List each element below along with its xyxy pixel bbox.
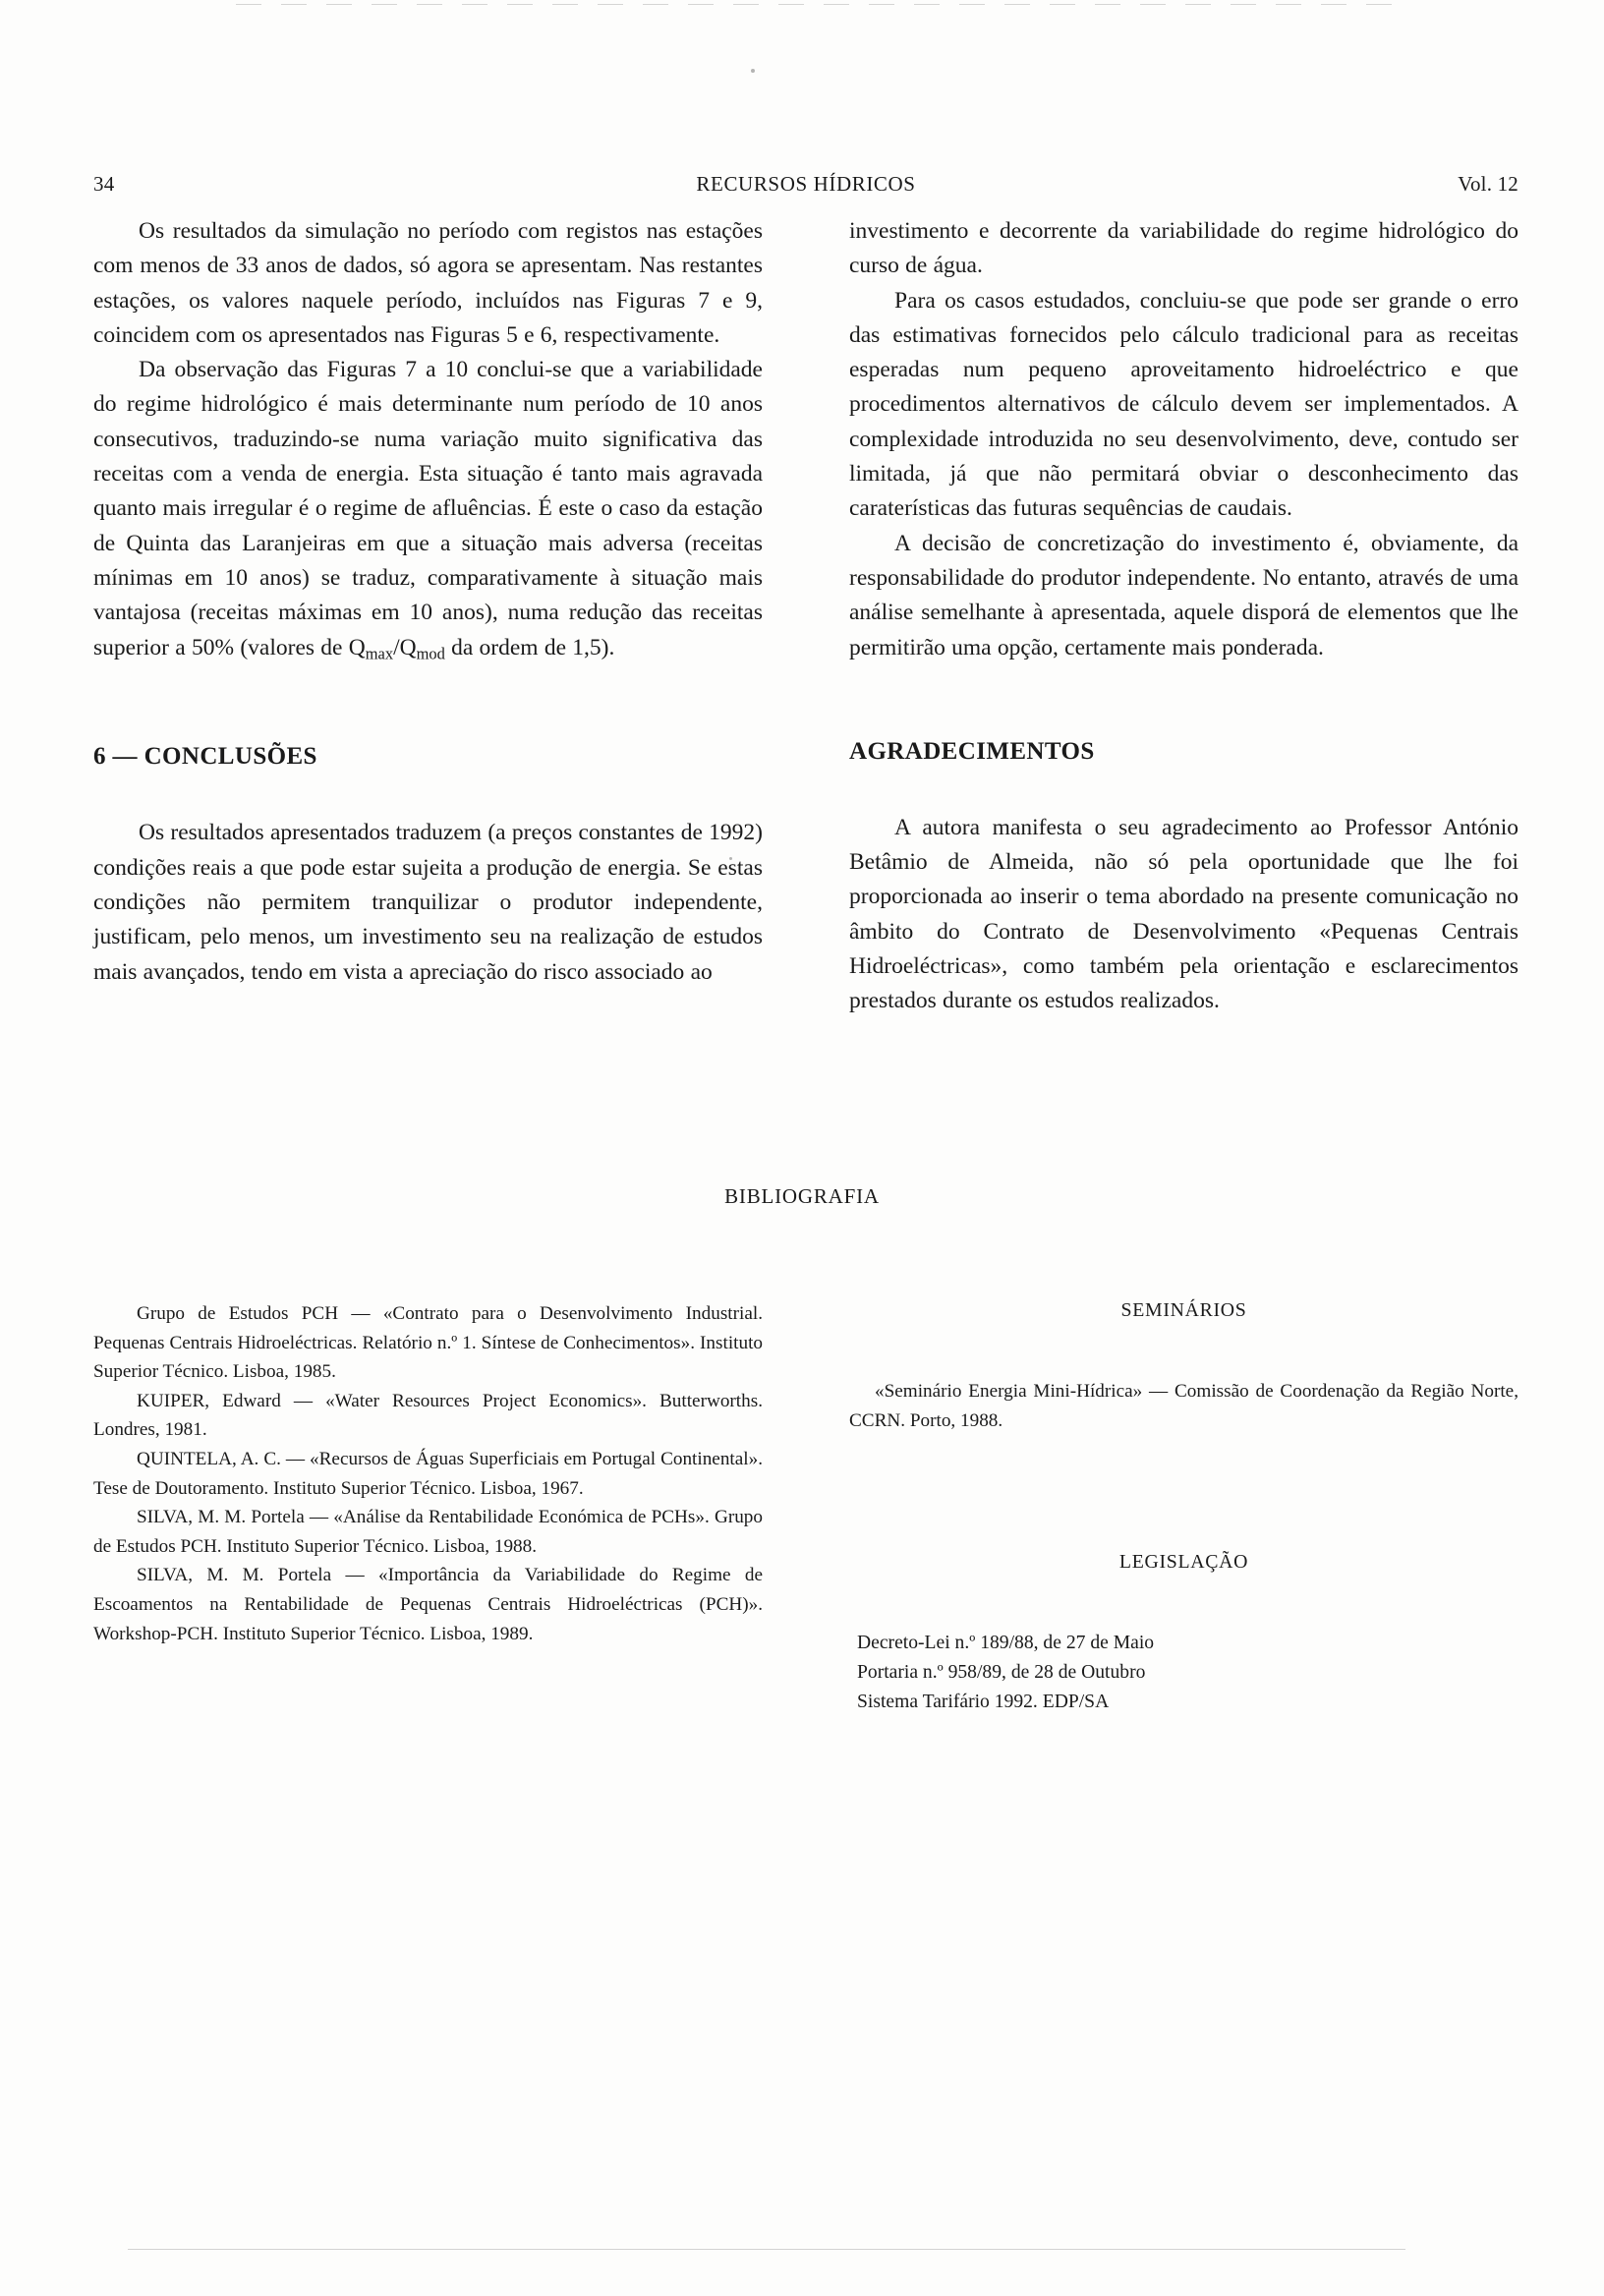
- paragraph-acknowledgements: A autora manifesta o seu agradecimento ao Professor António Betâmio de Almeida, não só pela oportunidade que lhe foi proporcionada ao inserir o tema abordado na presente comunicação no âmbito do Contrato de Desenvolvimento «Pequenas Centrais Hidroeléctricas», como também pela orientação e esclarecimentos prestados durante os estudos realizados.: [849, 814, 1518, 1014]
- spacer-after-conclusions: [93, 771, 763, 816]
- heading-seminarios: SEMINÁRIOS: [1120, 1299, 1247, 1321]
- left-column: [93, 214, 763, 1019]
- scan-artifact-top-edge: [236, 4, 1396, 5]
- main-text-columns: [93, 214, 1518, 1019]
- page-number: 34: [93, 172, 115, 196]
- reference-item: KUIPER, Edward — «Water Resources Project Economics». Butterworths. Londres, 1981.: [93, 1390, 763, 1441]
- paragraph-figure-observations: [93, 353, 763, 670]
- spacer-after-legislacao: [849, 1574, 1518, 1629]
- bibliography-right-column: [849, 1299, 1518, 1717]
- seminario-item: «Seminário Energia Mini-Hídrica» — Comissão de Coordenação da Região Norte, CCRN. Porto, 1988.: [849, 1381, 1518, 1431]
- reference-item: SILVA, M. M. Portela — «Importância da Variabilidade do Regime de Escoamentos na Rentabilidade de Pequenas Centrais Hidroeléctricas (PCH)». Workshop-PCH. Instituto Superior Técnico. Lisboa, 1989.: [93, 1565, 763, 1644]
- legislacao-item: Decreto-Lei n.º 189/88, de 27 de Maio: [857, 1633, 1155, 1654]
- volume-label: Vol. 12: [1458, 172, 1518, 196]
- symbol-q-first: Q: [348, 634, 366, 660]
- paragraph-studied-cases: Para os casos estudados, concluiu-se que pode ser grande o erro das estimativas fornecidos pelo cálculo tradicional para as receitas esperadas num pequeno aproveitamento hidroeléctrico e que procedimentos alternativos de cálculo devem ser implementados. A complexidade introduzida no seu desenvolvimento, deve, contudo ser limitada, já que não permitará obviar o desconhecimento das caraterísticas das futuras sequências de caudais.: [849, 287, 1518, 522]
- paragraph-conclusions: Os resultados apresentados traduzem (a preços constantes de 1992) condições reais a que pode estar sujeita a produção de energia. Se estas condições não permitem tranquilizar o produtor independente, justificam, pelo menos, um investimento seu na realização de estudos mais avançados, tendo em vista a apreciação do risco associado ao: [93, 820, 763, 985]
- reference-item: SILVA, M. M. Portela — «Análise da Rentabilidade Económica de PCHs». Grupo de Estudos PCH. Instituto Superior Técnico. Lisboa, 1988.: [93, 1507, 763, 1557]
- heading-legislacao: LEGISLAÇÃO: [1118, 1551, 1249, 1574]
- scan-speck: [751, 69, 755, 73]
- spacer-before-conclusions: [93, 670, 763, 743]
- paragraph-investment-continuation: investimento e decorrente da variabilidade do regime hidrológico do curso de água.: [849, 218, 1518, 279]
- paragraph-investment-decision: A decisão de concretização do investimento é, obviamente, da responsabilidade do produtor independente. No entanto, através de uma análise semelhante à apresentada, aquele disporá de elementos que lhe permitirão uma opção, certamente mais ponderada.: [849, 530, 1518, 660]
- right-column: [849, 214, 1518, 1019]
- heading-agradecimentos: AGRADECIMENTOS: [849, 737, 1095, 765]
- bibliography-columns: [93, 1299, 1518, 1717]
- paragraph-figure-observations-text: Da observação das Figuras 7 a 10 conclui-se que a variabilidade do regime hidrológico é mais determinante num período de 10 anos consecutivos, traduzindo-se numa variação muito significativa das receitas com a venda de energia. Esta situação é tanto mais agravada quanto mais irregular é o regime de afluências. É este o caso da estação de Quinta das Laranjeiras em que a situação mais adversa (receitas mínimas em 10 anos) se traduz, comparativamente à situação mais vantajosa (receitas máximas em 10 anos), numa redução das receitas superior a 50% (valores de: [93, 357, 763, 660]
- legislacao-item: Portaria n.º 958/89, de 28 de Outubro: [857, 1662, 1146, 1684]
- subscript-mod: mod: [416, 644, 445, 663]
- spacer-before-agradecimentos: [849, 665, 1518, 738]
- scan-artifact-bottom-edge: [128, 2249, 1405, 2250]
- symbol-slash-q: /Q: [393, 634, 417, 660]
- running-head: [93, 172, 1518, 197]
- spacer-before-legislacao: [849, 1435, 1518, 1551]
- paragraph-figure-observations-tail: da ordem de 1,5).: [444, 634, 615, 660]
- paragraph-simulation-results: Os resultados da simulação no período com registos nas estações com menos de 33 anos de dados, só agora se apresentam. Nas restantes estações, os valores naquele período, incluídos nas Figuras 7 e 9, coincidem com os apresentados nas Figuras 5 e 6, respectivamente.: [93, 218, 763, 348]
- journal-title: RECURSOS HÍDRICOS: [696, 172, 916, 196]
- reference-item: Grupo de Estudos PCH — «Contrato para o Desenvolvimento Industrial. Pequenas Centrais Hidroeléctricas. Relatório n.º 1. Síntese de Conhecimentos». Instituto Superior Técnico. Lisboa, 1985.: [93, 1303, 763, 1383]
- reference-item: QUINTELA, A. C. — «Recursos de Águas Superficiais em Portugal Continental». Tese de Doutoramento. Instituto Superior Técnico. Lisboa, 1967.: [93, 1448, 763, 1499]
- spacer-after-seminarios: [849, 1322, 1518, 1377]
- formula-qmax: [348, 634, 445, 663]
- bibliography-title: BIBLIOGRAFIA: [724, 1184, 880, 1208]
- legislacao-item: Sistema Tarifário 1992. EDP/SA: [857, 1692, 1110, 1713]
- bibliography-left-column: [93, 1299, 763, 1717]
- spacer-after-agradecimentos: [849, 766, 1518, 811]
- subscript-max: max: [365, 644, 394, 663]
- heading-conclusoes: 6 — CONCLUSÕES: [93, 743, 317, 771]
